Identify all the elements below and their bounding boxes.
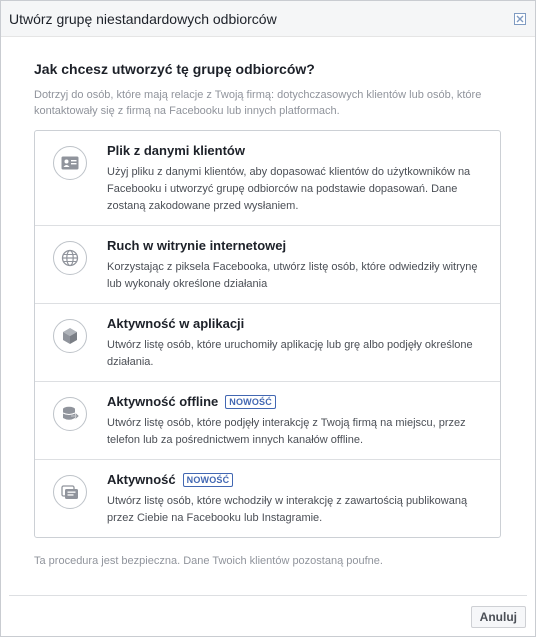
description-text: Dotrzyj do osób, które mają relacje z Twoją firmą: dotychczasowych klientów lub osób, które kontaktowały się z firmą na Facebooku lub innych platformach. xyxy=(34,89,482,117)
offline-database-icon xyxy=(53,397,87,431)
option-title xyxy=(107,393,480,411)
new-badge: NOWOŚĆ xyxy=(225,395,276,409)
customer-file-icon xyxy=(53,146,87,180)
option-title-text: Aktywność offline xyxy=(107,394,219,409)
option-title xyxy=(107,471,480,489)
option-title-text: Aktywność xyxy=(107,472,176,487)
footer-divider xyxy=(9,595,527,596)
option-description: Użyj pliku z danymi klientów, aby dopasować klientów do użytkowników na Facebooku i utworzyć grupę odbiorców na podstawie dopasowań. Dane zostaną zakodowane przed wysłaniem. xyxy=(107,166,471,212)
option-title-text: Ruch w witrynie internetowej xyxy=(107,238,287,253)
option-app-activity[interactable] xyxy=(35,304,500,382)
option-website-traffic[interactable] xyxy=(35,226,500,304)
option-description: Utwórz listę osób, które wchodziły w interakcję z zawartością publikowaną przez Ciebie na Facebooku lub Instagramie. xyxy=(107,495,468,524)
option-title xyxy=(107,315,480,333)
option-description: Korzystając z piksela Facebooka, utwórz listę osób, które odwiedziły witrynę lub wykonały określone działania xyxy=(107,261,478,290)
security-note: Ta procedura jest bezpieczna. Dane Twoich klientów pozostaną poufne. xyxy=(34,555,383,567)
option-title xyxy=(107,237,480,255)
dialog-title: Utwórz grupę niestandardowych odbiorców xyxy=(9,11,277,27)
option-engagement[interactable] xyxy=(35,460,500,537)
option-title xyxy=(107,142,480,160)
audience-options-list xyxy=(34,130,501,538)
engagement-icon xyxy=(53,475,87,509)
option-offline-activity[interactable] xyxy=(35,382,500,460)
option-customer-file[interactable] xyxy=(35,131,500,226)
option-description: Utwórz listę osób, które uruchomiły aplikację lub grę albo podjęły określone działania. xyxy=(107,339,473,368)
option-title-text: Plik z danymi klientów xyxy=(107,143,245,158)
dialog-body xyxy=(1,61,535,567)
close-icon[interactable] xyxy=(514,13,526,25)
option-title-text: Aktywność w aplikacji xyxy=(107,316,245,331)
dialog-header xyxy=(1,1,535,37)
globe-icon xyxy=(53,241,87,275)
new-badge: NOWOŚĆ xyxy=(183,473,234,487)
option-description: Utwórz listę osób, które podjęły interakcję z Twoją firmą na miejscu, przez telefon lub za pośrednictwem innych kanałów offline. xyxy=(107,417,466,446)
app-cube-icon xyxy=(53,319,87,353)
question-heading: Jak chcesz utworzyć tę grupę odbiorców? xyxy=(34,61,315,77)
cancel-button[interactable]: Anuluj xyxy=(471,606,526,628)
